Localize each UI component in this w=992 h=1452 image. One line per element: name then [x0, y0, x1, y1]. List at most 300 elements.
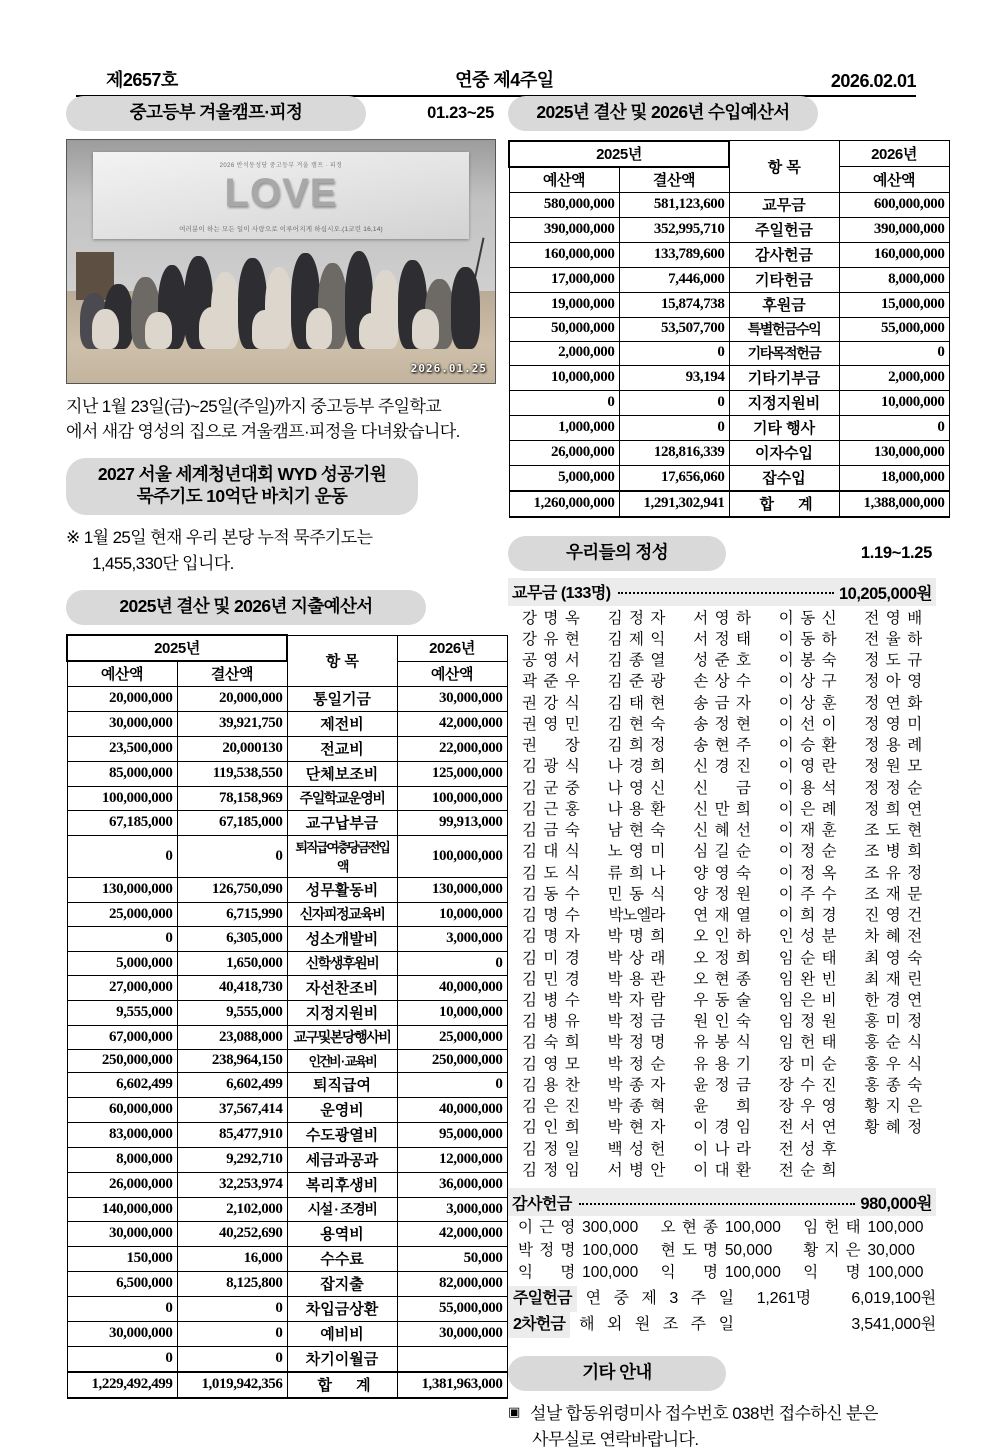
cell-budget-next: 8,000,000 — [839, 267, 949, 292]
name-row — [508, 990, 936, 1011]
name-row — [508, 756, 936, 777]
donor-name: 서 영 하 — [693, 609, 751, 627]
cell-budget: 27,000,000 — [67, 976, 177, 1001]
cell-settlement: 0 — [619, 415, 729, 440]
cell-item: 지정지원비 — [287, 1001, 397, 1026]
donor-name: 박 종 자 — [607, 1076, 666, 1094]
gift-row — [508, 1262, 936, 1284]
name-row — [508, 1075, 936, 1096]
cell-settlement: 0 — [619, 341, 729, 365]
table-row — [67, 836, 507, 878]
table-row — [67, 1247, 507, 1272]
gift-amount: 100,000 — [867, 1219, 924, 1237]
donor-name: 김 미 경 — [522, 949, 580, 967]
table-row — [67, 687, 507, 712]
notice-text — [530, 1401, 878, 1452]
income-head-year-next: 2026년 — [839, 141, 949, 167]
table-row — [509, 440, 949, 465]
donor-name: 진 영 건 — [864, 907, 922, 925]
cell-settlement: 133,789,600 — [619, 242, 729, 267]
donor-name: 김 근 홍 — [522, 800, 580, 818]
cell-budget: 390,000,000 — [509, 217, 619, 242]
expense-head-item: 항 목 — [287, 635, 397, 687]
donor-name: 김 인 희 — [522, 1119, 580, 1137]
donor-name: 손 상 수 — [693, 673, 751, 691]
donor-name: 민 동 식 — [607, 885, 666, 903]
cell-settlement: 128,816,339 — [619, 440, 729, 465]
donor-name: 김 광 식 — [522, 758, 580, 776]
expense-head-year-prev: 2025년 — [67, 635, 287, 661]
cell-budget-next: 3,000,000 — [397, 927, 507, 952]
donor-name: 정 아 영 — [864, 673, 922, 691]
cell-budget: 26,000,000 — [67, 1173, 177, 1198]
gift-amount: 100,000 — [582, 1264, 639, 1282]
name-row — [508, 778, 936, 799]
gift-amount: 100,000 — [867, 1264, 924, 1282]
table-row — [67, 1322, 507, 1347]
gift-donor-name: 익 명 — [660, 1264, 718, 1282]
total-budget: 1,260,000,000 — [509, 491, 619, 517]
cell-item: 교무금 — [729, 192, 839, 217]
table-row — [67, 976, 507, 1001]
cell-budget: 67,185,000 — [67, 811, 177, 836]
donor-name: 이 주 수 — [778, 885, 837, 903]
cell-budget: 85,000,000 — [67, 762, 177, 787]
donor-name: 백 성 헌 — [607, 1140, 666, 1158]
donor-name: 신 경 진 — [693, 758, 751, 776]
gift-donor-name: 현 도 명 — [660, 1241, 718, 1259]
donor-name: 류 희 나 — [607, 864, 666, 882]
table-row — [67, 712, 507, 737]
photo-banner — [93, 152, 470, 239]
income-head-year-prev: 2025년 — [509, 141, 729, 167]
cell-budget-next: 55,000,000 — [839, 317, 949, 341]
table-row — [509, 267, 949, 292]
donor-name: 황 지 은 — [864, 1098, 922, 1116]
donor-name: 임 은 비 — [778, 991, 837, 1009]
cell-budget: 1,000,000 — [509, 415, 619, 440]
donor-name: 인 성 분 — [778, 928, 837, 946]
donor-name: 강 명 옥 — [522, 609, 580, 627]
cell-budget: 250,000,000 — [67, 1050, 177, 1073]
right-column — [508, 96, 945, 1452]
name-row — [508, 1117, 936, 1138]
donor-name: 임 완 빈 — [778, 970, 837, 988]
total-item: 합 계 — [729, 491, 839, 517]
table-row — [67, 1272, 507, 1297]
gift-donor-name: 익 명 — [518, 1264, 576, 1282]
donor-name: 김 은 진 — [522, 1098, 580, 1116]
gift-amount: 100,000 — [582, 1241, 639, 1259]
table-row — [67, 1297, 507, 1322]
etc-section-title: 기타 안내 — [508, 1356, 726, 1391]
gift-donor-name: 황 지 은 — [803, 1241, 861, 1259]
donor-name: 정 원 모 — [864, 758, 922, 776]
gamsa-label: 감사헌금 — [512, 1195, 572, 1213]
cell-budget-next: 82,000,000 — [397, 1272, 507, 1297]
name-row — [508, 905, 936, 926]
donor-name: 연 재 열 — [693, 907, 751, 925]
cell-budget-next — [397, 1347, 507, 1373]
cell-item: 차입금상환 — [287, 1297, 397, 1322]
cell-settlement: 53,507,700 — [619, 317, 729, 341]
income-head-settlement: 결산액 — [619, 167, 729, 193]
name-row — [508, 1139, 936, 1160]
table-row — [67, 762, 507, 787]
name-row — [508, 608, 936, 629]
cell-budget-next: 130,000,000 — [397, 878, 507, 903]
cell-budget: 130,000,000 — [67, 878, 177, 903]
donor-name: 전 서 연 — [778, 1119, 837, 1137]
donor-name: 원 인 숙 — [693, 1013, 751, 1031]
donor-name: 송 금 자 — [693, 694, 751, 712]
gift-amount: 30,000 — [867, 1241, 915, 1259]
sunday-offering-label: 주일헌금 — [508, 1286, 577, 1312]
donor-name: 유 용 기 — [693, 1055, 751, 1073]
donor-name: 정 도 규 — [864, 652, 922, 670]
donor-name: 이 재 훈 — [778, 822, 837, 840]
donor-name: 김 도 식 — [522, 864, 580, 882]
wyd-note-line2: 1,455,330단 입니다. — [92, 553, 234, 573]
income-section-title: 2025년 결산 및 2026년 수입예산서 — [508, 96, 818, 131]
cell-item: 기타기부금 — [729, 365, 839, 390]
cell-item: 특별헌금수익 — [729, 317, 839, 341]
name-row — [508, 693, 936, 714]
cell-settlement: 16,000 — [177, 1247, 287, 1272]
cell-item: 주일학교운영비 — [287, 787, 397, 811]
cell-settlement: 32,253,974 — [177, 1173, 287, 1198]
donor-name: 김 금 숙 — [522, 822, 580, 840]
cell-budget-next: 100,000,000 — [397, 836, 507, 878]
cell-settlement: 8,125,800 — [177, 1272, 287, 1297]
expense-section-title: 2025년 결산 및 2026년 지출예산서 — [66, 590, 426, 625]
income-head-budget: 예산액 — [509, 167, 619, 193]
gift-entry — [793, 1217, 936, 1239]
cell-item: 전교비 — [287, 737, 397, 762]
gift-row — [508, 1217, 936, 1239]
cell-item: 잡지출 — [287, 1272, 397, 1297]
donor-name: 이 대 환 — [693, 1161, 751, 1179]
gift-entry — [508, 1217, 651, 1239]
donor-name: 이 선 이 — [778, 715, 837, 733]
etc-notice-list — [508, 1401, 938, 1452]
gift-entry — [793, 1240, 936, 1262]
table-row — [67, 1123, 507, 1148]
cell-item: 단체보조비 — [287, 762, 397, 787]
gift-donor-name: 오 현 종 — [660, 1219, 718, 1237]
total-budget-next: 1,381,963,000 — [397, 1372, 507, 1398]
donor-name: 김 태 현 — [607, 694, 666, 712]
cell-settlement: 15,874,738 — [619, 292, 729, 317]
donor-name: 전 율 하 — [864, 630, 922, 648]
offerings-header-row — [508, 536, 942, 571]
table-row — [509, 390, 949, 415]
cell-settlement: 119,538,550 — [177, 762, 287, 787]
donor-name: 이 상 구 — [778, 673, 837, 691]
donor-name: 서 정 태 — [693, 630, 751, 648]
donor-name: 오 인 하 — [693, 928, 751, 946]
donor-name: 이 동 신 — [778, 609, 837, 627]
cell-budget-next: 40,000,000 — [397, 1098, 507, 1123]
table-row — [509, 292, 949, 317]
income-head-item: 항 목 — [729, 141, 839, 193]
list-item — [508, 1401, 938, 1452]
donor-name: 김 종 열 — [607, 652, 666, 670]
donor-name: 전 성 후 — [778, 1140, 837, 1158]
cell-budget: 140,000,000 — [67, 1198, 177, 1222]
gift-amount: 100,000 — [724, 1219, 781, 1237]
donor-name: 임 정 원 — [778, 1013, 837, 1031]
name-row — [508, 735, 936, 756]
table-row — [509, 415, 949, 440]
donor-name: 서 병 안 — [607, 1161, 666, 1179]
cell-budget-next: 0 — [397, 1073, 507, 1098]
donor-name: 박 정 순 — [607, 1055, 666, 1073]
cell-budget: 83,000,000 — [67, 1123, 177, 1148]
cell-budget-next: 2,000,000 — [839, 365, 949, 390]
wyd-title-line2: 묵주기도 10억단 바치기 운동 — [136, 485, 348, 506]
cell-item: 신학생후원비 — [287, 952, 397, 976]
donor-name: 이 정 옥 — [778, 864, 837, 882]
donor-name: 정 희 연 — [864, 800, 922, 818]
camp-description-line2: 에서 새감 영성의 집으로 겨울캠프·피정을 다녀왔습니다. — [66, 422, 460, 442]
left-column — [66, 96, 503, 1399]
donor-name: 박 자 람 — [607, 991, 666, 1009]
donor-name: 김 명 수 — [522, 907, 580, 925]
cell-item: 교구및본당행사비 — [287, 1026, 397, 1050]
table-row — [67, 737, 507, 762]
donor-name: 박노엘라 — [608, 907, 665, 925]
name-row — [508, 1096, 936, 1117]
donor-name: 김 현 숙 — [607, 715, 666, 733]
donor-name: 정 정 순 — [864, 779, 922, 797]
table-row — [67, 1347, 507, 1373]
donor-name: 송 현 주 — [693, 737, 751, 755]
donor-name: 장 우 영 — [778, 1098, 837, 1116]
donor-name: 유 봉 식 — [693, 1034, 751, 1052]
wyd-header-row — [66, 458, 500, 515]
banner-verse: 여러분이 하는 모든 일이 사랑으로 이루어지게 하십시오.(1코린 16,14) — [179, 226, 383, 234]
gyomugeum-amount: 10,205,000원 — [838, 584, 932, 603]
cell-budget: 580,000,000 — [509, 192, 619, 217]
name-row — [508, 1054, 936, 1075]
cell-settlement: 7,446,000 — [619, 267, 729, 292]
donor-name: 강 유 현 — [522, 630, 580, 648]
donor-name: 정 영 미 — [864, 715, 922, 733]
cell-budget-next: 42,000,000 — [397, 1222, 507, 1247]
cell-item: 지정지원비 — [729, 390, 839, 415]
camp-description — [66, 394, 500, 445]
cell-settlement: 9,555,000 — [177, 1001, 287, 1026]
cell-budget: 17,000,000 — [509, 267, 619, 292]
donor-name: 김 병 수 — [522, 991, 580, 1009]
cell-settlement: 0 — [177, 1322, 287, 1347]
cell-budget-next: 95,000,000 — [397, 1123, 507, 1148]
cell-budget: 100,000,000 — [67, 787, 177, 811]
table-row — [509, 242, 949, 267]
gift-entry — [651, 1240, 794, 1262]
cell-budget: 5,000,000 — [509, 465, 619, 491]
cell-budget-next: 600,000,000 — [839, 192, 949, 217]
table-row — [67, 1222, 507, 1247]
sunday-offering-amount: 6,019,100원 — [851, 1290, 936, 1308]
total-settlement: 1,019,942,356 — [177, 1372, 287, 1398]
table-row — [67, 811, 507, 836]
gift-entry — [508, 1240, 651, 1262]
cell-budget: 30,000,000 — [67, 1322, 177, 1347]
cell-item: 감사헌금 — [729, 242, 839, 267]
cell-budget-next: 42,000,000 — [397, 712, 507, 737]
camp-header-row — [66, 96, 500, 131]
sunday-offering-list — [508, 1286, 936, 1338]
cell-budget-next: 10,000,000 — [397, 903, 507, 927]
expense-head-budget: 예산액 — [67, 661, 177, 687]
banner-top-text: 2026 반석동성당 중고등부 겨울 캠프 · 피정 — [219, 162, 343, 169]
expense-table-head — [67, 635, 507, 687]
cell-budget: 150,000 — [67, 1247, 177, 1272]
table-row — [67, 903, 507, 927]
cell-settlement: 20,000130 — [177, 737, 287, 762]
donor-name: 전 순 희 — [778, 1161, 837, 1179]
income-budget-table — [508, 140, 950, 518]
cell-settlement: 9,292,710 — [177, 1148, 287, 1173]
sunday-offering-desc: 연 중 제 3 주 일 — [585, 1290, 739, 1308]
name-row — [508, 841, 936, 862]
table-row — [509, 465, 949, 491]
table-row — [67, 952, 507, 976]
donor-name: 이 동 하 — [778, 630, 837, 648]
donor-name: 최 영 숙 — [864, 949, 922, 967]
cell-budget-next: 0 — [397, 952, 507, 976]
photo-group — [76, 232, 487, 349]
table-row — [67, 1050, 507, 1073]
cell-budget-next: 30,000,000 — [397, 1322, 507, 1347]
cell-item: 성무활동비 — [287, 878, 397, 903]
table-row — [509, 341, 949, 365]
donor-name: 임 헌 태 — [778, 1034, 837, 1052]
cell-settlement: 85,477,910 — [177, 1123, 287, 1148]
cell-budget-next: 390,000,000 — [839, 217, 949, 242]
donor-name: 오 정 희 — [693, 949, 751, 967]
donor-name: 우 동 술 — [693, 991, 751, 1009]
cell-budget-next: 10,000,000 — [839, 390, 949, 415]
cell-budget: 160,000,000 — [509, 242, 619, 267]
cell-settlement: 78,158,969 — [177, 787, 287, 811]
gift-row — [508, 1240, 936, 1262]
cell-budget-next: 40,000,000 — [397, 976, 507, 1001]
etc-header-row — [508, 1356, 942, 1391]
cell-budget: 25,000,000 — [67, 903, 177, 927]
expense-head-settlement: 결산액 — [177, 661, 287, 687]
table-row — [67, 1073, 507, 1098]
donor-name: 장 수 진 — [778, 1076, 837, 1094]
name-cell-empty — [850, 1139, 936, 1160]
expense-table-body — [67, 687, 507, 1399]
donor-name: 노 영 미 — [607, 843, 666, 861]
donor-name: 권 장 — [522, 737, 580, 755]
name-row — [508, 1160, 936, 1181]
cell-settlement: 23,088,000 — [177, 1026, 287, 1050]
leader-dots — [579, 1195, 856, 1205]
cell-budget: 6,602,499 — [67, 1073, 177, 1098]
name-row — [508, 1011, 936, 1032]
donor-name: 홍 순 식 — [864, 1034, 922, 1052]
cell-budget: 9,555,000 — [67, 1001, 177, 1026]
banner-word: LOVE — [224, 171, 338, 216]
cell-budget-next: 18,000,000 — [839, 465, 949, 491]
cell-budget: 20,000,000 — [67, 687, 177, 712]
cell-budget-next: 250,000,000 — [397, 1050, 507, 1073]
cell-settlement: 352,995,710 — [619, 217, 729, 242]
cell-budget: 60,000,000 — [67, 1098, 177, 1123]
donor-name: 박 명 희 — [607, 928, 666, 946]
donor-name: 정 용 례 — [864, 737, 922, 755]
total-item: 합 계 — [287, 1372, 397, 1398]
sunday-offering-label: 2차헌금 — [508, 1312, 570, 1338]
donor-name: 김 제 익 — [607, 630, 666, 648]
donor-name: 권 강 식 — [522, 694, 580, 712]
sunday-offering-count: 1,261명 — [756, 1290, 811, 1308]
donor-name: 김 군 중 — [522, 779, 580, 797]
name-row — [508, 629, 936, 650]
photo-timestamp: 2026.01.25 — [410, 361, 487, 375]
cell-item: 세금과공과 — [287, 1148, 397, 1173]
cell-settlement: 39,921,750 — [177, 712, 287, 737]
cell-settlement: 20,000,000 — [177, 687, 287, 712]
cell-item: 제전비 — [287, 712, 397, 737]
donor-name: 박 용 관 — [607, 970, 666, 988]
donor-name: 홍 미 정 — [864, 1013, 922, 1031]
donor-name: 김 영 모 — [522, 1055, 580, 1073]
name-row — [508, 799, 936, 820]
cell-item: 차기이월금 — [287, 1347, 397, 1373]
cell-item: 주일헌금 — [729, 217, 839, 242]
donor-name: 윤 정 금 — [693, 1076, 751, 1094]
cell-budget: 6,500,000 — [67, 1272, 177, 1297]
table-row — [67, 878, 507, 903]
donor-name: 이 용 석 — [778, 779, 837, 797]
expense-budget-table — [66, 634, 508, 1399]
cell-settlement: 0 — [619, 390, 729, 415]
cell-item: 퇴직급여충당금전입액 — [287, 836, 397, 878]
gyomugeum-name-list — [508, 608, 936, 1181]
cell-budget: 30,000,000 — [67, 712, 177, 737]
gift-entry — [793, 1262, 936, 1284]
gift-entry — [508, 1262, 651, 1284]
cell-budget-next: 15,000,000 — [839, 292, 949, 317]
table-row — [509, 192, 949, 217]
notice-line1: 설날 합동위령미사 접수번호 038번 접수하신 분은 — [530, 1404, 878, 1424]
table-row — [67, 1098, 507, 1123]
name-row — [508, 884, 936, 905]
cell-item: 성소개발비 — [287, 927, 397, 952]
cell-budget: 0 — [67, 1297, 177, 1322]
cell-budget: 30,000,000 — [67, 1222, 177, 1247]
donor-name: 공 영 서 — [522, 652, 580, 670]
table-row — [509, 217, 949, 242]
donor-name: 이 상 훈 — [778, 694, 837, 712]
cell-item: 운영비 — [287, 1098, 397, 1123]
cell-budget: 50,000,000 — [509, 317, 619, 341]
expense-head-budget-next: 예산액 — [397, 661, 507, 687]
cell-budget-next: 50,000 — [397, 1247, 507, 1272]
cell-budget-next: 55,000,000 — [397, 1297, 507, 1322]
cell-item: 수수료 — [287, 1247, 397, 1272]
donor-name: 황 혜 정 — [864, 1119, 922, 1137]
donor-name: 박 정 금 — [607, 1013, 666, 1031]
gift-donor-name: 박 정 명 — [518, 1241, 576, 1259]
donor-name: 김 민 경 — [522, 970, 580, 988]
